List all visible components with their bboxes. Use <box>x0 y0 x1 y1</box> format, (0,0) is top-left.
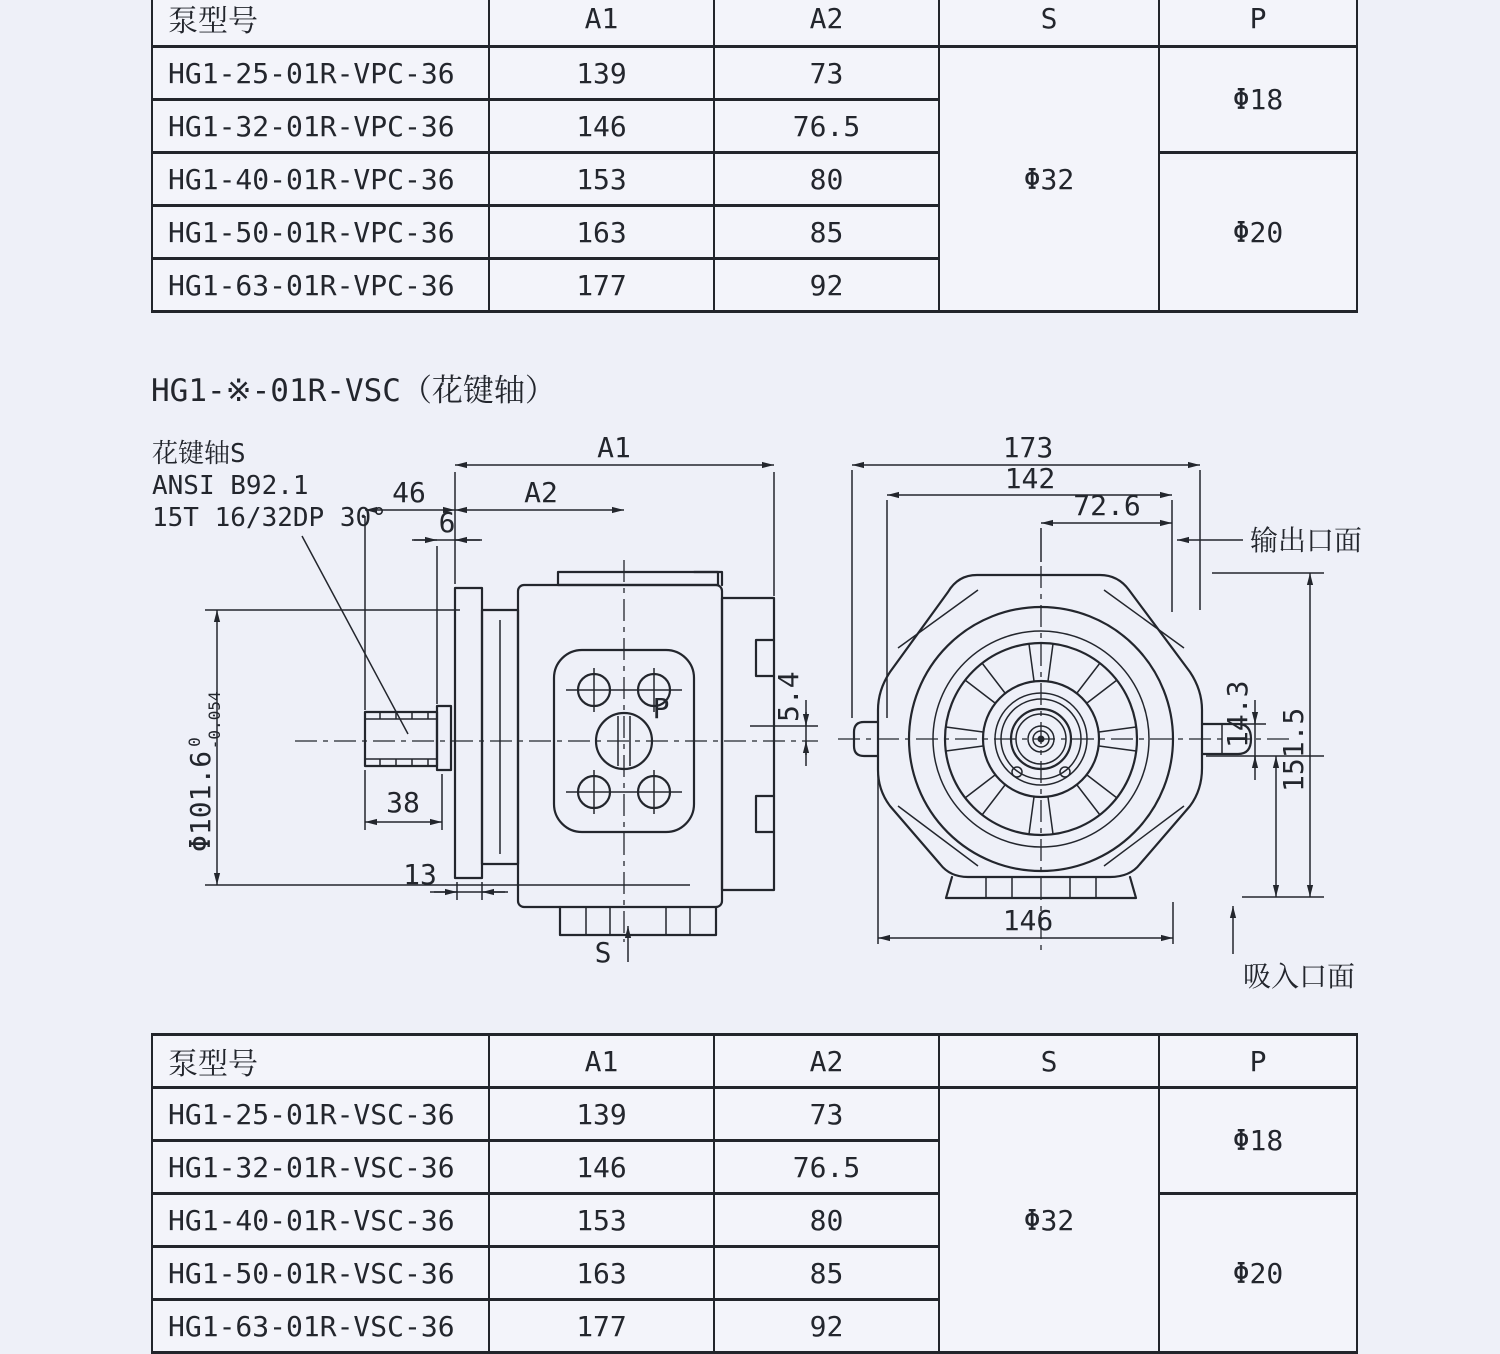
dim-label-phi101: Φ101.6$^0$-0.054 <box>184 691 224 852</box>
section-heading: HG1-※-01R-VSC（花键轴） <box>151 373 556 409</box>
cell-p-large-merged: Φ20 <box>1159 153 1357 312</box>
dim-label-142: 142 <box>1004 462 1056 495</box>
cell-a2: 92 <box>714 259 939 312</box>
col-header-a1: A1 <box>489 0 714 47</box>
side-view-outline <box>455 572 774 935</box>
col-header-a2: A2 <box>714 0 939 47</box>
spline-note-line3: 15T 16/32DP 30° <box>152 503 387 533</box>
dim-label-14-3: 14.3 <box>1221 680 1254 748</box>
table-row <box>152 1194 1357 1247</box>
dim-label-5-4: 5.4 <box>772 671 805 722</box>
port-label-p: P <box>652 692 670 725</box>
cell-s-merged: Φ32 <box>939 47 1159 312</box>
col-header-model: 泵型号 <box>152 1035 489 1088</box>
dim-label-13: 13 <box>403 858 437 891</box>
col-header-model: 泵型号 <box>152 0 489 47</box>
dim-label-151-5: 151.5 <box>1277 707 1310 792</box>
cell-a1: 146 <box>489 1141 714 1194</box>
col-header-p: P <box>1159 0 1357 47</box>
table-row <box>152 153 1357 206</box>
cell-model: HG1-63-01R-VPC-36 <box>152 259 489 312</box>
front-view-dimensions <box>852 431 1362 993</box>
dim-label-72-6: 72.6 <box>1073 489 1141 522</box>
cell-a2: 80 <box>714 153 939 206</box>
cell-a2: 85 <box>714 206 939 259</box>
dim-label-a1: A1 <box>597 431 631 464</box>
spline-note-line2: ANSI B92.1 <box>152 471 309 501</box>
cell-a2: 76.5 <box>714 100 939 153</box>
cell-model: HG1-50-01R-VPC-36 <box>152 206 489 259</box>
inlet-face-label: 吸入口面 <box>1243 960 1356 993</box>
cell-a1: 153 <box>489 153 714 206</box>
cell-a1: 163 <box>489 1247 714 1300</box>
cell-p-small-merged: Φ18 <box>1159 1088 1357 1194</box>
table-row <box>152 47 1357 100</box>
vpc-spec-table <box>151 0 1358 313</box>
cell-a2: 80 <box>714 1194 939 1247</box>
outlet-face-label: 输出口面 <box>1250 524 1363 557</box>
col-header-a1: A1 <box>489 1035 714 1088</box>
cell-p-small-merged: Φ18 <box>1159 47 1357 153</box>
col-header-a2: A2 <box>714 1035 939 1088</box>
cell-p-large-merged: Φ20 <box>1159 1194 1357 1353</box>
cell-a1: 146 <box>489 100 714 153</box>
col-header-s: S <box>939 1035 1159 1088</box>
cell-a2: 92 <box>714 1300 939 1353</box>
cell-a2: 73 <box>714 47 939 100</box>
cell-a1: 139 <box>489 1088 714 1141</box>
dim-label-146: 146 <box>1002 904 1054 937</box>
dimension-drawing <box>140 420 1400 1030</box>
cell-model: HG1-32-01R-VSC-36 <box>152 1141 489 1194</box>
cell-model: HG1-32-01R-VPC-36 <box>152 100 489 153</box>
front-view-outline <box>854 575 1251 898</box>
cell-a2: 76.5 <box>714 1141 939 1194</box>
cell-a1: 177 <box>489 1300 714 1353</box>
port-label-s: S <box>594 936 612 969</box>
dim-label-a2: A2 <box>524 476 558 509</box>
spline-note-line1: 花键轴S <box>152 439 246 469</box>
dim-label-38: 38 <box>386 786 420 819</box>
table-row <box>152 1088 1357 1141</box>
table-header-row <box>152 1035 1357 1088</box>
dim-label-6: 6 <box>438 506 456 539</box>
cell-model: HG1-25-01R-VSC-36 <box>152 1088 489 1141</box>
cell-a2: 73 <box>714 1088 939 1141</box>
vsc-spec-table <box>151 1033 1358 1354</box>
col-header-p: P <box>1159 1035 1357 1088</box>
col-header-s: S <box>939 0 1159 47</box>
cell-model: HG1-25-01R-VPC-36 <box>152 47 489 100</box>
table-header-row <box>152 0 1357 47</box>
cell-model: HG1-50-01R-VSC-36 <box>152 1247 489 1300</box>
cell-model: HG1-40-01R-VSC-36 <box>152 1194 489 1247</box>
cell-model: HG1-40-01R-VPC-36 <box>152 153 489 206</box>
cell-a1: 177 <box>489 259 714 312</box>
cell-s-merged: Φ32 <box>939 1088 1159 1353</box>
cell-a1: 139 <box>489 47 714 100</box>
cell-a1: 163 <box>489 206 714 259</box>
cell-a2: 85 <box>714 1247 939 1300</box>
dim-label-173: 173 <box>1002 431 1054 464</box>
dim-label-46: 46 <box>392 476 426 509</box>
cell-a1: 153 <box>489 1194 714 1247</box>
spline-leader-line <box>302 536 408 734</box>
cell-model: HG1-63-01R-VSC-36 <box>152 1300 489 1353</box>
spline-shaft <box>365 706 451 770</box>
